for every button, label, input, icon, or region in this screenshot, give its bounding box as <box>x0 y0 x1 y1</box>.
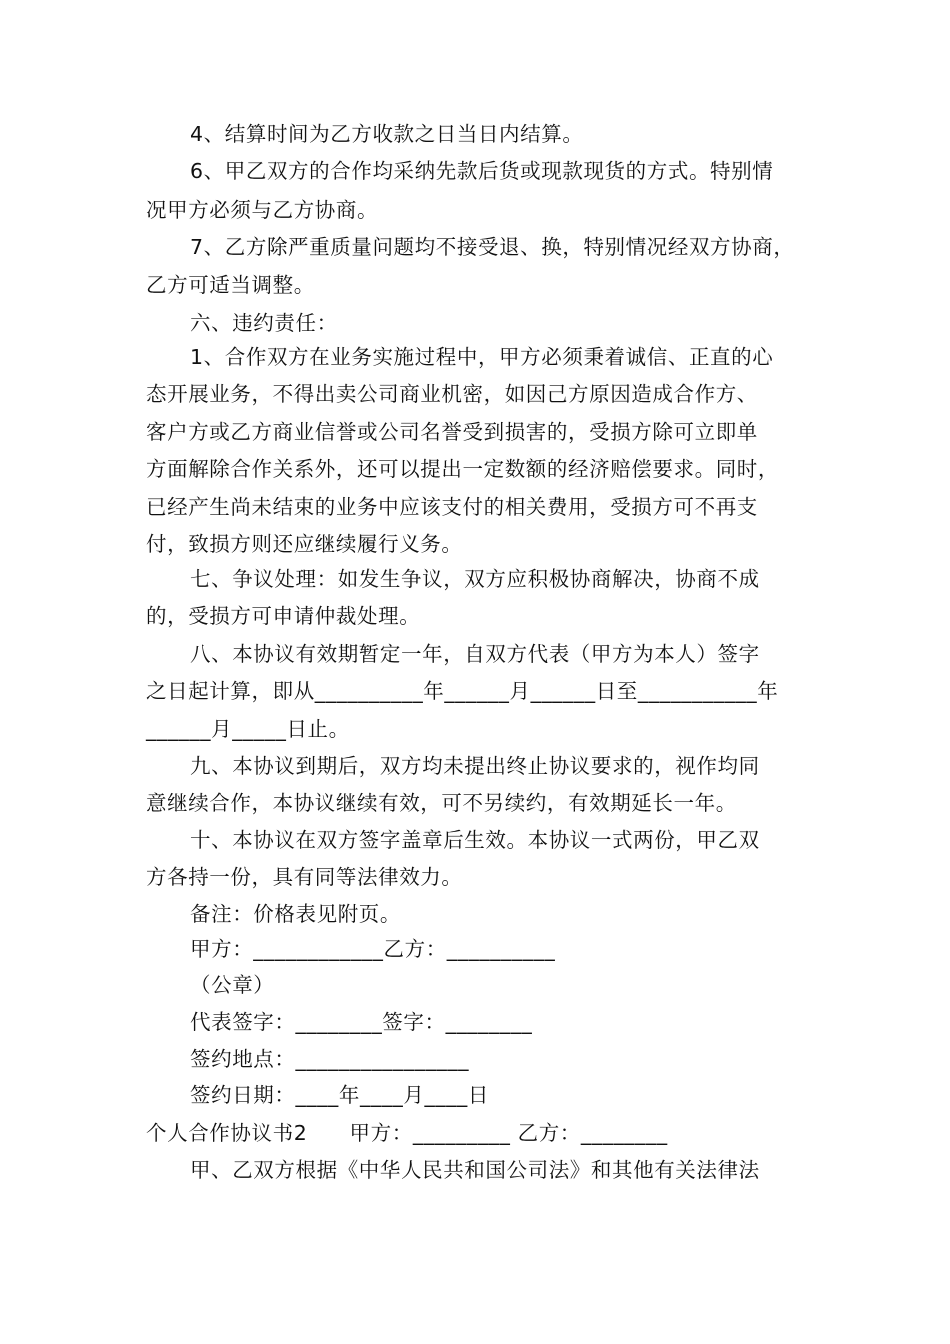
official-seal-label: （公章） <box>190 973 275 997</box>
clause-7-returns-line-1: 7、乙方除严重质量问题均不接受退、换，特别情况经双方协商， <box>190 235 795 259</box>
section-7-dispute-line-2: 的，受损方可申请仲裁处理。 <box>146 604 421 628</box>
signing-date-line: 签约日期：____年____月____日 <box>190 1083 489 1107</box>
signing-place-line: 签约地点：________________ <box>190 1047 470 1071</box>
breach-clause-1-line-5: 已经产生尚未结束的业务中应该支付的相关费用，受损方可不再支 <box>146 495 758 519</box>
breach-clause-1-line-4: 方面解除合作关系外，还可以提出一定数额的经济赔偿要求。同时， <box>146 457 779 481</box>
section-9-renewal-line-1: 九、本协议到期后，双方均未提出终止协议要求的，视作均同 <box>190 754 760 778</box>
party-signature-line: 甲方：____________乙方：__________ <box>190 937 556 961</box>
section-8-term-line-1: 八、本协议有效期暂定一年，自双方代表（甲方为本人）签字 <box>190 642 760 666</box>
breach-clause-1-line-3: 客户方或乙方商业信誉或公司名誉受到损害的，受损方除可立即单 <box>146 420 758 444</box>
representative-signature-line: 代表签字：________签字：________ <box>190 1010 533 1034</box>
section-8-term-line-3: ______月_____日止。 <box>146 717 350 741</box>
section-9-renewal-line-2: 意继续合作，本协议继续有效，可不另续约，有效期延长一年。 <box>146 791 737 815</box>
breach-clause-1-line-2: 态开展业务，不得出卖公司商业机密，如因己方原因造成合作方、 <box>146 382 758 406</box>
clause-6-payment-method-line-1: 6、甲乙双方的合作均采纳先款后货或现款现货的方式。特别情 <box>190 159 774 183</box>
clause-4-settlement-time: 4、结算时间为乙方收款之日当日内结算。 <box>190 122 584 146</box>
remark-line: 备注：价格表见附页。 <box>190 902 401 926</box>
agreement-2-intro-line: 甲、乙双方根据《中华人民共和国公司法》和其他有关法律法 <box>190 1158 760 1182</box>
clause-6-payment-method-line-2: 况甲方必须与乙方协商。 <box>146 198 379 222</box>
section-10-effect-line-1: 十、本协议在双方签字盖章后生效。本协议一式两份，甲乙双 <box>190 828 760 852</box>
section-10-effect-line-2: 方各持一份，具有同等法律效力。 <box>146 865 463 889</box>
section-7-dispute-line-1: 七、争议处理：如发生争议，双方应积极协商解决，协商不成 <box>190 567 760 591</box>
section-8-term-line-2: 之日起计算，即从__________年______月______日至___________年 <box>146 679 779 703</box>
clause-7-returns-line-2: 乙方可适当调整。 <box>146 273 315 297</box>
section-6-heading: 六、违约责任： <box>190 311 338 335</box>
breach-clause-1-line-1: 1、合作双方在业务实施过程中，甲方必须秉着诚信、正直的心 <box>190 345 774 369</box>
agreement-2-title-line: 个人合作协议书2 甲方：_________ 乙方：________ <box>146 1121 668 1145</box>
breach-clause-1-line-6: 付，致损方则还应继续履行义务。 <box>146 532 463 556</box>
